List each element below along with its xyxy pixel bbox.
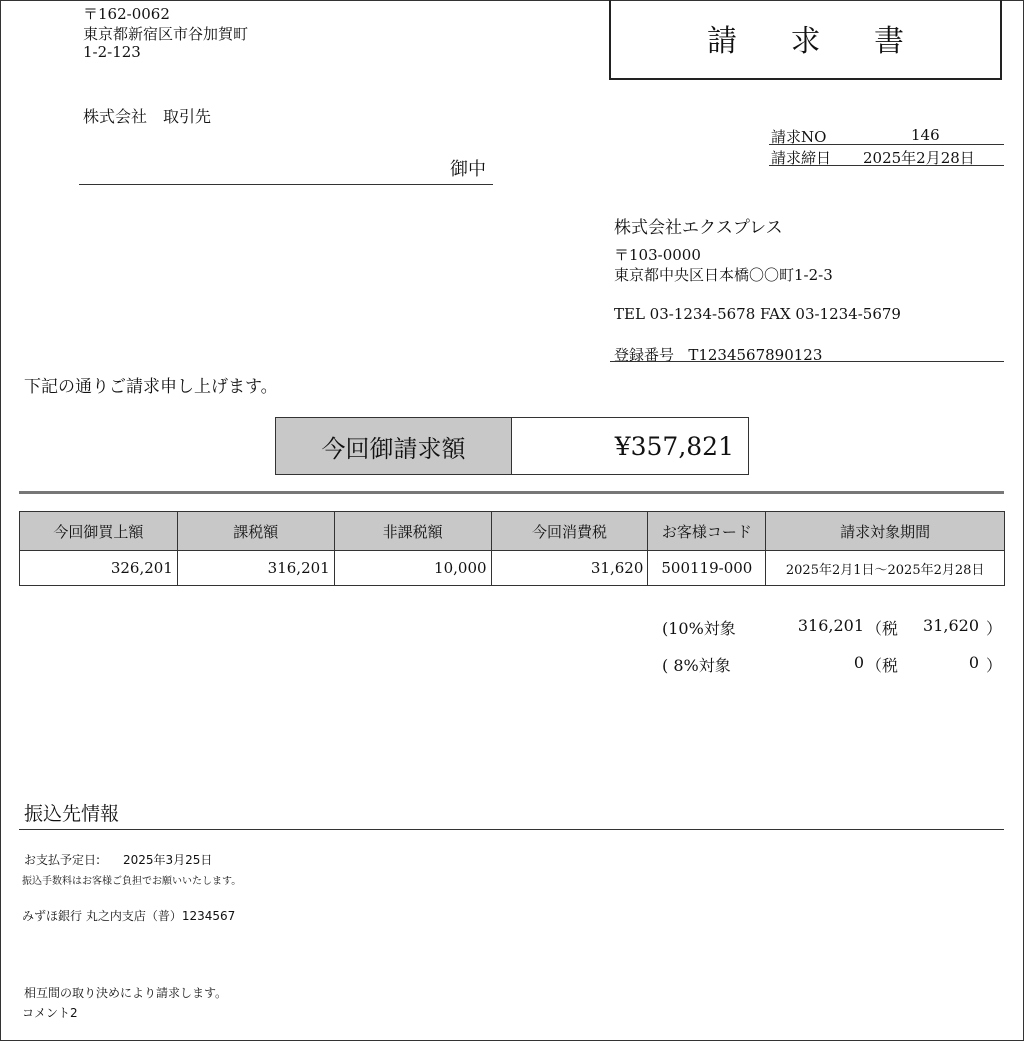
recipient-underline	[79, 184, 493, 185]
tax-8-label: ( 8%対象	[662, 656, 731, 675]
header-customer-code: お客様コード	[648, 512, 766, 551]
purchase-amount-cell: 326,201	[20, 551, 178, 586]
summary-table	[19, 511, 1005, 586]
billing-period-cell: 2025年2月1日～2025年2月28日	[766, 551, 1005, 586]
closing-date-row	[769, 145, 1004, 166]
header-consumption-tax: 今回消費税	[491, 512, 648, 551]
invoice-number-row	[769, 124, 1004, 145]
taxable-amount-cell: 316,201	[177, 551, 334, 586]
payment-due	[24, 851, 212, 868]
sender-contact: TEL 03-1234-5678 FAX 03-1234-5679	[614, 305, 901, 323]
sender-postal: 〒103-0000	[614, 246, 701, 264]
tax-8-value: 0	[968, 653, 979, 672]
tax-8-amount: 0	[853, 653, 864, 672]
tax-8-close: ）	[985, 656, 1002, 675]
sender-underline	[610, 361, 1004, 362]
recipient-address-1: 東京都新宿区市谷加賀町	[83, 25, 249, 43]
tax-breakdown-8	[662, 653, 1002, 675]
bank-account: みずほ銀行 丸之内支店（普）1234567	[22, 909, 236, 923]
total-amount-box	[275, 417, 749, 475]
closing-date-value: 2025年2月28日	[863, 149, 975, 167]
registration-label: 登録番号	[614, 346, 675, 364]
tax-breakdown-10	[662, 616, 1002, 638]
tax-10-close: ）	[985, 619, 1002, 638]
recipient-address-2: 1-2-123	[83, 43, 141, 61]
bank-section-title: 振込先情報	[24, 803, 120, 825]
payment-due-date: 2025年3月25日	[122, 853, 213, 867]
tax-10-value: 31,620	[923, 616, 979, 635]
nontaxable-amount-cell: 10,000	[334, 551, 491, 586]
sender-address: 東京都中央区日本橋〇〇町1-2-3	[614, 266, 833, 284]
total-amount-label: 今回御請求額	[276, 418, 512, 474]
tax-8-open: （税	[866, 656, 899, 675]
header-billing-period: 請求対象期間	[766, 512, 1005, 551]
recipient-company: 株式会社 取引先	[83, 107, 212, 126]
fee-note: 振込手数料はお客様ご負担でお願いいたします。	[22, 876, 242, 887]
document-title: 請 求 書	[609, 0, 1002, 80]
invoice-number-value: 146	[911, 126, 940, 144]
invoice-number-label: 請求NO	[771, 128, 827, 146]
header-nontaxable-amount: 非課税額	[334, 512, 491, 551]
table-row	[20, 551, 1005, 586]
customer-code-cell: 500119-000	[648, 551, 766, 586]
summary-header-row	[20, 512, 1005, 551]
total-amount-value: ¥357,821	[614, 431, 734, 461]
payment-due-label: お支払予定日:	[24, 853, 101, 867]
header-purchase-amount: 今回御買上額	[20, 512, 178, 551]
recipient-honorific: 御中	[450, 159, 486, 180]
recipient-postal: 〒162-0062	[83, 5, 170, 23]
section-divider	[19, 491, 1004, 494]
registration-value: T1234567890123	[688, 346, 823, 364]
sender-company: 株式会社エクスプレス	[614, 218, 783, 238]
agreement-note: 相互間の取り決めにより請求します。	[24, 986, 228, 1000]
closing-date-label: 請求締日	[771, 149, 832, 167]
tax-10-label: (10%対象	[662, 619, 736, 638]
tax-10-amount: 316,201	[797, 616, 864, 635]
comment-text: コメント2	[22, 1006, 78, 1020]
tax-10-open: （税	[866, 619, 899, 638]
intro-text: 下記の通りご請求申し上げます。	[24, 377, 278, 397]
header-taxable-amount: 課税額	[177, 512, 334, 551]
consumption-tax-cell: 31,620	[491, 551, 648, 586]
bank-underline	[19, 829, 1004, 830]
